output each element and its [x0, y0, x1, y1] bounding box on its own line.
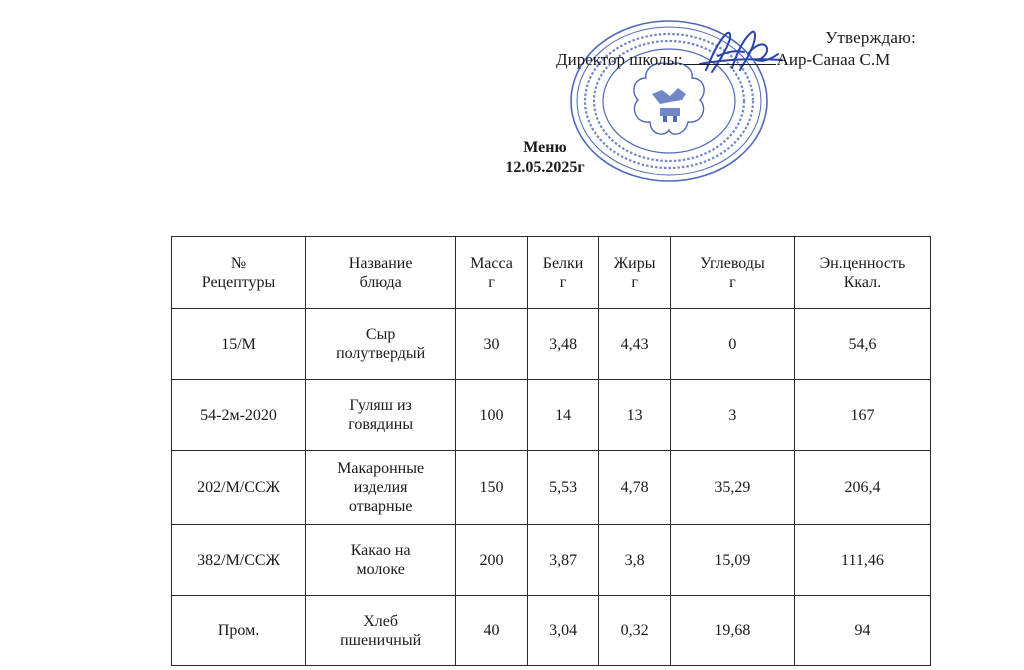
- director-line: [556, 50, 890, 70]
- cell-dish-name: Хлеб пшеничный: [306, 596, 456, 666]
- cell-energy: 94: [794, 596, 930, 666]
- cell-dish-name: Гуляш из говядины: [306, 380, 456, 451]
- cell-carbs: 15,09: [670, 525, 794, 596]
- cell-dish-name: Макаронные изделия отварные: [306, 451, 456, 525]
- menu-table: [171, 236, 931, 666]
- cell-energy: 206,4: [794, 451, 930, 525]
- header-dish-name: Название блюда: [306, 237, 456, 309]
- menu-date: 12.05.2025г: [505, 159, 585, 176]
- cell-fat: 3,8: [599, 525, 671, 596]
- table-row: [172, 596, 931, 666]
- cell-protein: 3,48: [527, 309, 599, 380]
- table-row: [172, 525, 931, 596]
- cell-mass: 40: [456, 596, 528, 666]
- cell-mass: 200: [456, 525, 528, 596]
- cell-fat: 13: [599, 380, 671, 451]
- cell-protein: 3,04: [527, 596, 599, 666]
- cell-fat: 4,43: [599, 309, 671, 380]
- cell-energy: 167: [794, 380, 930, 451]
- cell-carbs: 0: [670, 309, 794, 380]
- header-energy: Эн.ценность Ккал.: [794, 237, 930, 309]
- table-row: [172, 451, 931, 525]
- cell-protein: 3,87: [527, 525, 599, 596]
- cell-carbs: 3: [670, 380, 794, 451]
- table-row: [172, 309, 931, 380]
- cell-carbs: 19,68: [670, 596, 794, 666]
- page-title: [490, 138, 600, 178]
- header-protein: Белки г: [527, 237, 599, 309]
- cell-recipe: Пром.: [172, 596, 306, 666]
- cell-fat: 4,78: [599, 451, 671, 525]
- cell-recipe: 202/М/ССЖ: [172, 451, 306, 525]
- cell-protein: 14: [527, 380, 599, 451]
- director-label: Директор школы:: [556, 50, 683, 69]
- menu-heading: Меню: [523, 139, 567, 156]
- table-header-row: [172, 237, 931, 309]
- cell-protein: 5,53: [527, 451, 599, 525]
- cell-fat: 0,32: [599, 596, 671, 666]
- approval-heading: Утверждаю:: [825, 28, 916, 47]
- table-row: [172, 380, 931, 451]
- cell-mass: 150: [456, 451, 528, 525]
- cell-mass: 30: [456, 309, 528, 380]
- header-mass: Масса г: [456, 237, 528, 309]
- header-recipe: № Рецептуры: [172, 237, 306, 309]
- cell-recipe: 382/М/ССЖ: [172, 525, 306, 596]
- cell-recipe: 54-2м-2020: [172, 380, 306, 451]
- header-carbs: Углеводы г: [670, 237, 794, 309]
- cell-mass: 100: [456, 380, 528, 451]
- cell-dish-name: Сыр полутвердый: [306, 309, 456, 380]
- signature-line: [684, 50, 776, 65]
- cell-energy: 111,46: [794, 525, 930, 596]
- cell-dish-name: Какао на молоке: [306, 525, 456, 596]
- director-name: Аир-Санаа С.М: [776, 50, 891, 69]
- header-fat: Жиры г: [599, 237, 671, 309]
- cell-recipe: 15/М: [172, 309, 306, 380]
- cell-energy: 54,6: [794, 309, 930, 380]
- cell-carbs: 35,29: [670, 451, 794, 525]
